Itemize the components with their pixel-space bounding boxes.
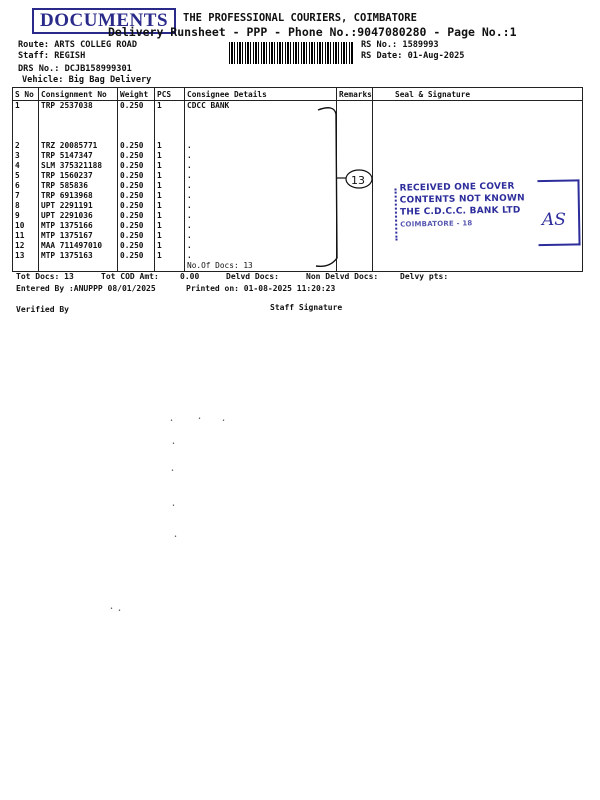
stamp-line: THE C.D.C.C. BANK LTD <box>399 205 521 218</box>
handwritten-bracket <box>310 100 380 275</box>
initials-text: AS <box>542 210 566 230</box>
row-weight: 0.250 <box>118 201 155 211</box>
row-sno: 11 <box>13 231 39 241</box>
row-consignment-no: TRP 2537038 <box>39 101 118 141</box>
stamp-line: CONTENTS NOT KNOWN <box>399 193 525 206</box>
row-pcs: 1 <box>155 171 185 181</box>
delivery-points-label: Delvy pts: <box>400 272 449 281</box>
table-row <box>13 141 583 151</box>
summary-cell <box>39 261 118 272</box>
total-cod-label: Tot COD Amt: <box>101 272 159 281</box>
table-row <box>13 161 583 171</box>
summary-cell <box>118 261 155 272</box>
row-consignee: . <box>185 221 337 231</box>
drs-number: DRS No.: DCJB158999301 <box>18 64 132 74</box>
row-sno: 4 <box>13 161 39 171</box>
row-consignment-no: UPT 2291191 <box>39 201 118 211</box>
row-sno: 13 <box>13 251 39 261</box>
scan-speck: • <box>171 468 175 474</box>
row-pcs: 1 <box>155 181 185 191</box>
row-weight: 0.250 <box>118 161 155 171</box>
verified-by-label: Verified By <box>16 305 69 314</box>
scan-speck: • <box>198 416 202 422</box>
row-weight: 0.250 <box>118 211 155 221</box>
scan-speck: • <box>110 606 114 612</box>
row-pcs: 1 <box>155 101 185 141</box>
row-seal-signature <box>373 151 583 161</box>
row-weight: 0.250 <box>118 251 155 261</box>
row-consignee: . <box>185 151 337 161</box>
table-row <box>13 101 583 141</box>
row-pcs: 1 <box>155 151 185 161</box>
row-pcs: 1 <box>155 211 185 221</box>
row-seal-signature <box>373 141 583 151</box>
row-consignee: . <box>185 251 337 261</box>
row-pcs: 1 <box>155 231 185 241</box>
column-header: PCS <box>155 88 185 101</box>
row-weight: 0.250 <box>118 151 155 161</box>
row-consignment-no: TRP 6913968 <box>39 191 118 201</box>
row-sno: 8 <box>13 201 39 211</box>
row-consignment-no: TRP 5147347 <box>39 151 118 161</box>
stamp-line: COIMBATORE - 18 <box>400 219 473 229</box>
scan-speck: • <box>222 418 226 424</box>
company-name: THE PROFESSIONAL COURIERS, COIMBATORE <box>183 12 417 24</box>
row-consignment-no: MTP 1375166 <box>39 221 118 231</box>
handwritten-initials <box>540 203 574 235</box>
delivered-docs-label: Delvd Docs: <box>226 272 279 281</box>
row-pcs: 1 <box>155 241 185 251</box>
column-header: S No <box>13 88 39 101</box>
route-label: Route: ARTS COLLEG ROAD <box>18 40 137 50</box>
printed-on: Printed on: 01-08-2025 11:20:23 <box>186 284 336 293</box>
row-consignee: CDCC BANK <box>185 101 337 141</box>
row-seal-signature <box>373 101 583 141</box>
row-sno: 9 <box>13 211 39 221</box>
row-pcs: 1 <box>155 141 185 151</box>
table-row <box>13 251 583 261</box>
table-summary-row <box>13 261 583 272</box>
stamp-line: RECEIVED ONE COVER <box>399 181 515 194</box>
scan-speck: • <box>118 608 122 614</box>
column-header: Consignment No <box>39 88 118 101</box>
table-row <box>13 171 583 181</box>
row-weight: 0.250 <box>118 141 155 151</box>
column-header: Remarks <box>337 88 373 101</box>
rs-date: RS Date: 01-Aug-2025 <box>361 51 465 61</box>
row-seal-signature <box>373 251 583 261</box>
row-seal-signature <box>373 161 583 171</box>
row-consignment-no: SLM 375321188 <box>39 161 118 171</box>
no-of-docs: No.Of Docs: 13 <box>185 261 337 272</box>
row-weight: 0.250 <box>118 181 155 191</box>
scan-speck: • <box>172 441 176 447</box>
row-pcs: 1 <box>155 191 185 201</box>
row-sno: 6 <box>13 181 39 191</box>
total-cod-value: 0.00 <box>180 272 200 281</box>
entered-by: Entered By :ANUPPP 08/01/2025 <box>16 284 156 293</box>
row-consignee: . <box>185 231 337 241</box>
row-pcs: 1 <box>155 201 185 211</box>
row-sno: 7 <box>13 191 39 201</box>
row-pcs: 1 <box>155 161 185 171</box>
non-delivered-docs-label: Non Delvd Docs: <box>306 272 379 281</box>
row-consignment-no: MTP 1375167 <box>39 231 118 241</box>
row-weight: 0.250 <box>118 221 155 231</box>
row-consignee: . <box>185 141 337 151</box>
column-header: Consignee Details <box>185 88 337 101</box>
row-sno: 1 <box>13 101 39 141</box>
column-header: Weight <box>118 88 155 101</box>
row-pcs: 1 <box>155 251 185 261</box>
row-sno: 12 <box>13 241 39 251</box>
scan-speck: • <box>172 503 176 509</box>
vehicle-label: Vehicle: Big Bag Delivery <box>22 75 152 85</box>
row-consignment-no: UPT 2291036 <box>39 211 118 221</box>
bracket-stroke <box>316 108 337 267</box>
row-consignee: . <box>185 181 337 191</box>
row-sno: 2 <box>13 141 39 151</box>
summary-cell <box>373 261 583 272</box>
row-weight: 0.250 <box>118 171 155 181</box>
staff-signature-label: Staff Signature <box>270 303 343 312</box>
table-header-row <box>13 88 583 101</box>
row-consignee: . <box>185 211 337 221</box>
row-sno: 5 <box>13 171 39 181</box>
documents-stamp: DOCUMENTS <box>32 8 176 34</box>
summary-cell <box>13 261 39 272</box>
row-weight: 0.250 <box>118 101 155 141</box>
row-consignment-no: MAA 711497010 <box>39 241 118 251</box>
rs-number: RS No.: 1589993 <box>361 40 439 50</box>
row-consignment-no: TRP 585836 <box>39 181 118 191</box>
runsheet-title: Delivery Runsheet - PPP - Phone No.:9047080280 - Page No.:1 <box>108 25 517 39</box>
column-header: Seal & Signature <box>373 88 583 101</box>
row-consignee: . <box>185 241 337 251</box>
total-docs: Tot Docs: 13 <box>16 272 74 281</box>
row-consignment-no: TRP 1560237 <box>39 171 118 181</box>
row-weight: 0.250 <box>118 241 155 251</box>
staff-label: Staff: REGISH <box>18 51 86 61</box>
row-sno: 10 <box>13 221 39 231</box>
table-row <box>13 151 583 161</box>
row-pcs: 1 <box>155 221 185 231</box>
row-consignee: . <box>185 201 337 211</box>
scan-speck: • <box>174 534 178 540</box>
summary-cell <box>155 261 185 272</box>
row-consignee: . <box>185 161 337 171</box>
row-weight: 0.250 <box>118 191 155 201</box>
count-text: 13 <box>351 174 365 187</box>
row-consignment-no: MTP 1375163 <box>39 251 118 261</box>
row-consignee: . <box>185 191 337 201</box>
row-weight: 0.250 <box>118 231 155 241</box>
row-consignee: . <box>185 171 337 181</box>
row-sno: 3 <box>13 151 39 161</box>
barcode-image <box>229 42 354 64</box>
scan-speck: • <box>170 418 174 424</box>
row-consignment-no: TRZ 20085771 <box>39 141 118 151</box>
